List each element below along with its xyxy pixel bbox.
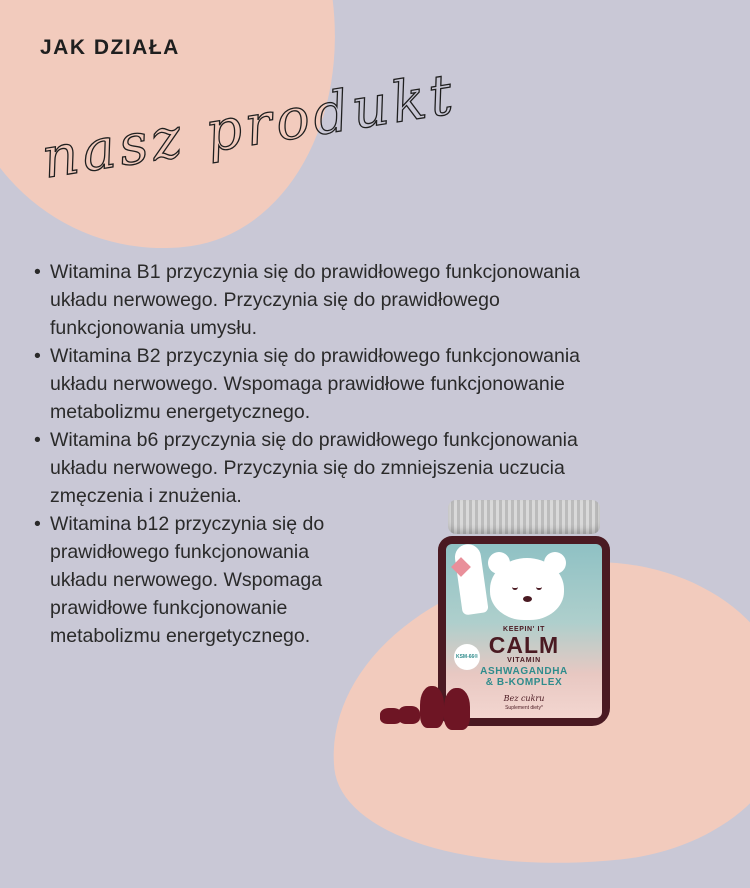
list-item-line: Witamina b12 przyczynia się do [50,513,325,535]
bullet: • [34,345,41,367]
bear-head-icon [490,558,564,620]
label-supplement: Suplement diety* [505,705,543,711]
ksm-badge: KSM-66® [454,644,480,670]
product-image [380,500,620,740]
label-ingredients [446,666,602,688]
bullet: • [34,513,41,535]
list-item-line: metabolizmu energetycznego. [50,401,311,423]
list-item [34,510,400,650]
bullet: • [34,429,41,451]
gummy-bear-icon [398,706,420,724]
list-item-line: metabolizmu energetycznego. [50,625,311,647]
script-subtitle-text: nasz produkt [37,61,461,192]
label-vitamin: VITAMIN [507,657,541,664]
label-ingredient-2: & B-KOMPLEX [485,677,563,688]
bear-paw-icon [453,543,488,616]
list-item [34,258,714,342]
list-item-line: Witamina B2 przyczynia się do prawidłowego funkcjonowania [50,345,581,367]
page-title: JAK DZIAŁA [40,36,180,59]
jar-lid [448,500,600,534]
list-item-line: Witamina B1 przyczynia się do prawidłowego funkcjonowania [50,261,581,283]
jar-label [446,544,602,718]
label-ingredient-1: ASHWAGANDHA [480,666,568,677]
gummy-bear-icon [420,686,444,728]
list-item [34,426,714,510]
label-sugar-free: Bez cukru [503,694,545,703]
gummy-bear-icon [444,688,470,730]
bear-nose-icon [523,596,532,602]
list-item-line: układu nerwowego. Wspomaga prawidłowe funkcjonowanie [50,373,565,395]
script-subtitle [36,60,461,192]
bullet: • [34,261,41,283]
list-item-line: prawidłowe funkcjonowanie [50,597,288,619]
list-item-line: układu nerwowego. Wspomaga [50,569,323,591]
label-tagline: KEEPIN' IT [503,626,545,633]
list-item-line: układu nerwowego. Przyczynia się do prawidłowego [50,289,500,311]
list-item-line: zmęczenia i znużenia. [50,485,242,507]
label-brand: CALM [488,632,560,658]
bear-eye-icon [512,584,518,590]
list-item-line: funkcjonowania umysłu. [50,317,258,339]
bear-eye-icon [536,584,542,590]
list-item [34,342,714,426]
list-item-line: układu nerwowego. Przyczynia się do zmniejszenia uczucia [50,457,565,479]
list-item-line: prawidłowego funkcjonowania [50,541,310,563]
list-item-line: Witamina b6 przyczynia się do prawidłowego funkcjonowania [50,429,578,451]
